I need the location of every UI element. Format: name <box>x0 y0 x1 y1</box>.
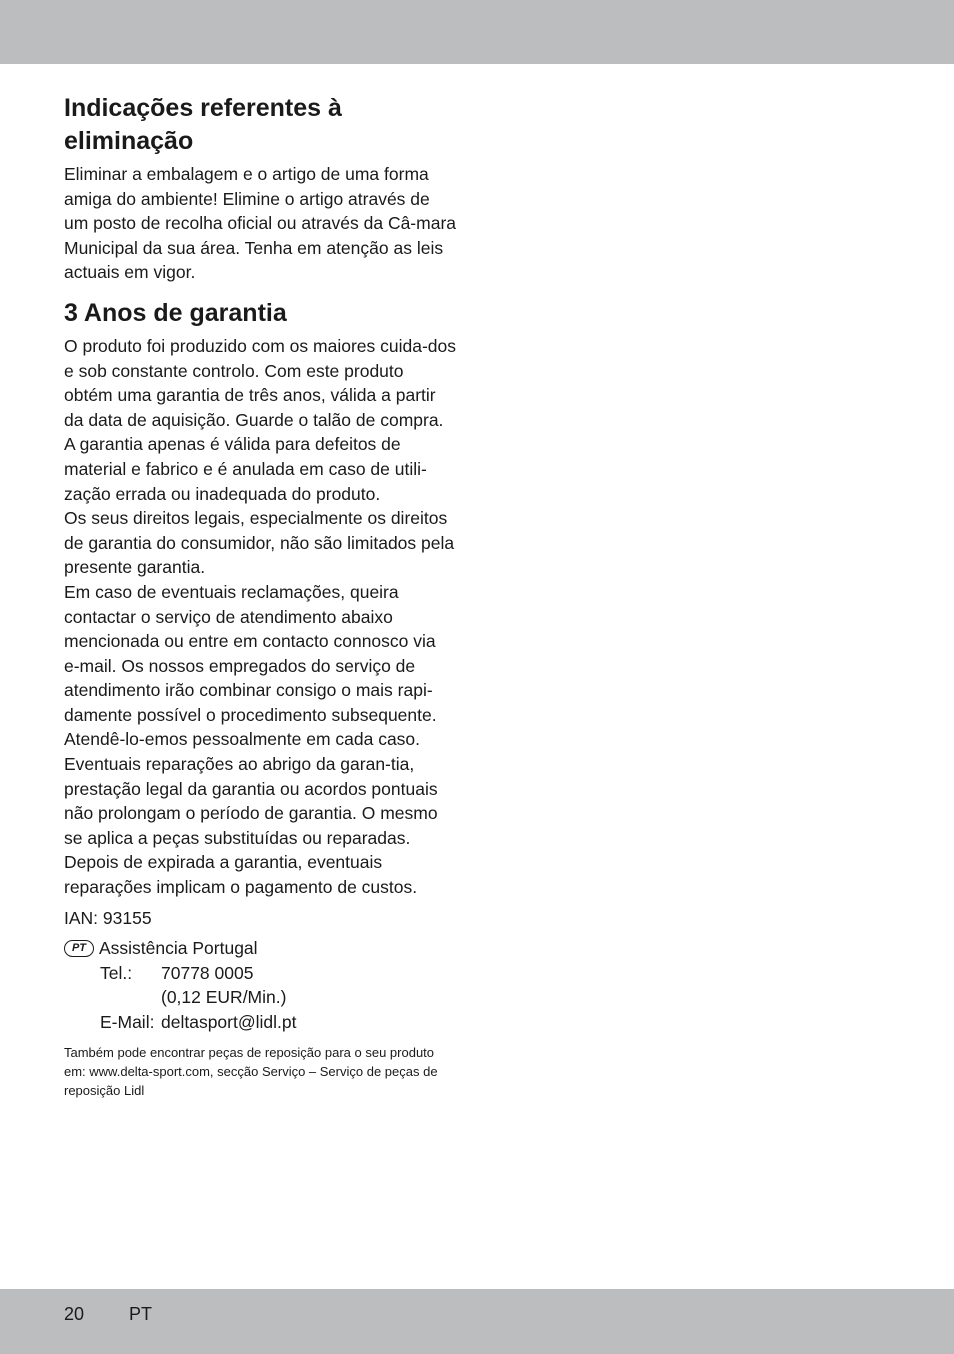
ian-number: IAN: 93155 <box>64 907 152 928</box>
email-value: deltasport@lidl.pt <box>161 1012 297 1032</box>
warranty-text <box>64 334 456 900</box>
email-label: E-Mail: <box>100 1012 155 1032</box>
page-language: PT <box>129 1304 153 1324</box>
warranty-paragraph: Depois de expirada a garantia, eventuais reparações implicam o pagamento de custos. <box>64 852 418 898</box>
tel-value: 70778 0005 <box>161 962 254 983</box>
service-details <box>64 961 456 1035</box>
disposal-text: Eliminar a embalagem e o artigo de uma forma amiga do ambiente! Elimine o artigo através de um posto de recolha oficial ou através da Câ-mara Municipal da sua área. Tenha em atenção as leis actuais em vigor. <box>64 164 457 283</box>
service-name-row <box>64 936 456 961</box>
warranty-paragraph: A garantia apenas é válida para defeitos de material e fabrico e é anulada em caso de utili-zação errada ou inadequada do produto. <box>64 434 427 504</box>
warranty-paragraph: O produto foi produzido com os maiores cuida-dos e sob constante controlo. Com este produto obtém uma garantia de três anos, válida a partir da data de aquisição. Guarde o talão de compra. <box>64 335 457 430</box>
header-band <box>0 0 954 64</box>
country-badge-icon: PT <box>64 940 94 957</box>
tel-rate: (0,12 EUR/Min.) <box>161 987 287 1008</box>
tel-label: Tel.: <box>100 962 133 983</box>
warranty-paragraph: Os seus direitos legais, especialmente os direitos de garantia do consumidor, não são limitados pela presente garantia. <box>64 508 455 578</box>
tel-rate-spacer <box>100 985 161 1010</box>
service-contact <box>64 936 456 1034</box>
service-name: Assistência Portugal <box>99 938 258 959</box>
disposal-heading: Indicações referentes à eliminação <box>64 94 342 155</box>
page-number: 20 <box>64 1304 85 1324</box>
warranty-paragraph: Em caso de eventuais reclamações, queira contactar o serviço de atendimento abaixo mencionada ou entre em contacto connosco via e-mail. Os nossos empregados do serviço de atendimento irão combinar consigo o mais rapi-damente possível o procedimento subsequente. Atendê-lo-emos pessoalmente em cada caso. <box>64 581 437 750</box>
content-column <box>64 92 456 1100</box>
spare-parts-note: Também pode encontrar peças de reposição para o seu produto em: www.delta-sport.com, secção Serviço – Serviço de peças de reposição Lidl <box>64 1044 438 1098</box>
warranty-heading: 3 Anos de garantia <box>64 298 287 327</box>
warranty-paragraph: Eventuais reparações ao abrigo da garan-tia, prestação legal da garantia ou acordos pontuais não prolongam o período de garantia. O mesmo se aplica a peças substituídas ou reparadas. <box>64 754 438 848</box>
